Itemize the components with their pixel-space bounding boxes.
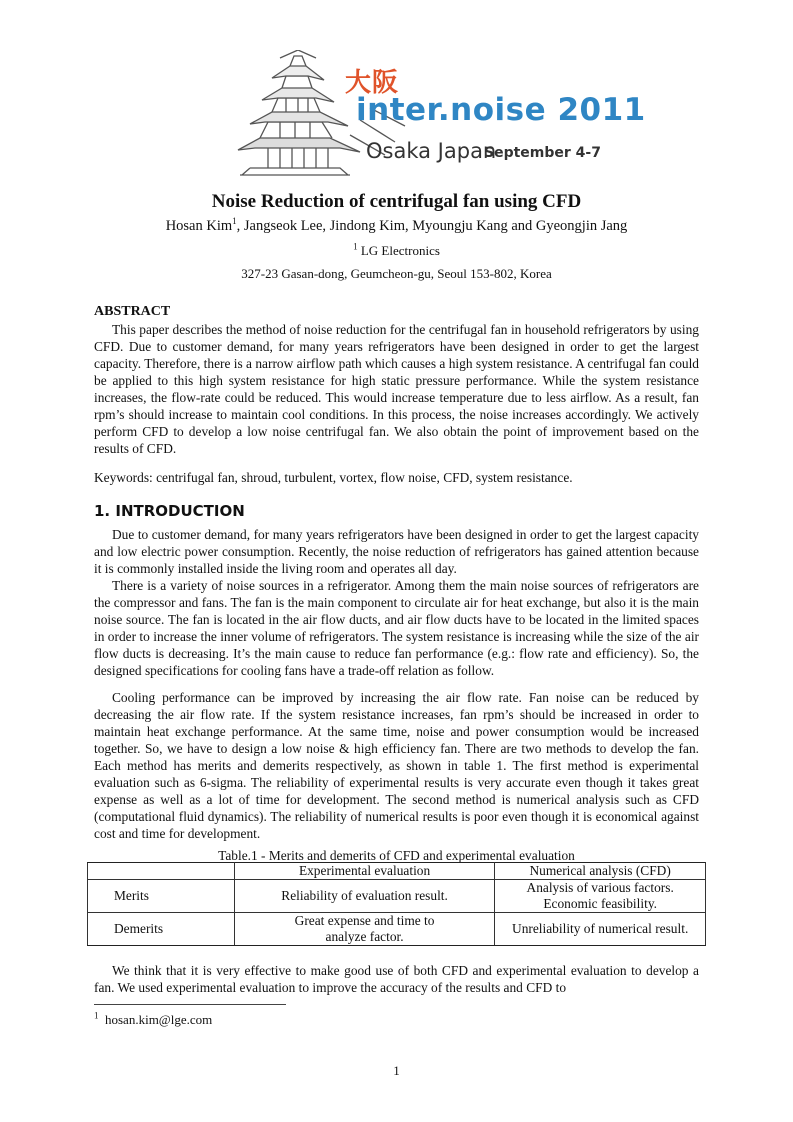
affiliation [0, 243, 793, 259]
row-label-merits: Merits [88, 880, 235, 913]
cell-line: Economic feasibility. [543, 896, 657, 911]
keywords: Keywords: centrifugal fan, shroud, turbulent, vortex, flow noise, CFD, system resistance. [94, 470, 573, 485]
intro-paragraph-2: There is a variety of noise sources in a refrigerator. Among them the main noise sources of refrigerators are the compressor and fans. The fan is the main component to circulate air for heat exchange, but also it is the main noise source. The fan is located in the air flow ducts, and air flow ducts have to be located in the limited spaces in order to increase the inner volume of refrigerators. The system resistance is increasing while the size of the air flow ducts is decreasing. It’s the main cause to reduce fan performance (e.g.: flow rate and efficiency). So, the designed specifications for cooling fans have a trade-off relation as follow. [94, 578, 699, 678]
author-list [0, 218, 793, 235]
table-header-row [88, 863, 706, 880]
merits-demerits-table [87, 862, 706, 946]
table-cell [495, 880, 706, 913]
table-header-cell: Numerical analysis (CFD) [495, 863, 706, 880]
abstract-body: This paper describes the method of noise reduction for the centrifugal fan in household refrigerators by using CFD. Due to customer demand, for many years refrigerators have been designed in order to get the largest capacity. Therefore, there is a narrow airflow path which causes a high system resistance. A centrifugal fan could be applied to this high system resistance for high static pressure performance. While the system resistance increases, the flow-rate could be reduced. This would increase temperature due to less airflow. As a result, fan rpm’s should increase to maintain cool conditions. In this process, the noise increases accordingly. We actively perform CFD to develop a low noise centrifugal fan. We also obtain the point of improvement based on the results of CFD. [94, 322, 699, 456]
cell-line: Analysis of various factors. [526, 880, 674, 895]
footnote-email: hosan.kim@lge.com [105, 1012, 213, 1027]
table-caption: Table.1 - Merits and demerits of CFD and experimental evaluation [218, 848, 575, 863]
table-cell: Reliability of evaluation result. [234, 880, 495, 913]
section-heading-introduction: 1. INTRODUCTION [94, 502, 245, 520]
intro-paragraph-3: Cooling performance can be improved by increasing the air flow rate. Fan noise can be reduced by decreasing the air flow rate. If the system resistance increases, fan rpm’s should be increased in order to maintain heat exchange performance. At the same time, noise and power consumption would be increased together. So, we have to design a low noise & high efficiency fan. There are two methods to develop the fan. Each method has merits and demerits respectively, as shown in table 1. The first method is experimental evaluation such as 6-sigma. The reliability of experimental results is very accurate even though it takes great expense as well as a lot of time for development. The second method is numerical analysis such as CFD (computational fluid dynamics). The reliability of numerical results is poor even though it is economical against cost and time for development. [94, 690, 699, 841]
co-authors: , Jangseok Lee, Jindong Kim, Myoungju Kang and Gyeongjin Jang [236, 218, 628, 234]
abstract-heading: ABSTRACT [94, 304, 171, 319]
table-cell [234, 913, 495, 946]
conference-name: inter.noise 2011 [356, 92, 646, 128]
row-label-demerits: Demerits [88, 913, 235, 946]
osaka-kanji-logo-text: 大阪 [345, 68, 400, 98]
intro-paragraph-1: Due to customer demand, for many years refrigerators have been designed in order to get the largest capacity and low electric power consumption. Recently, the noise reduction of refrigerators has gained attention because it is commonly installed inside the living room and operates all day. [94, 527, 699, 576]
affiliation-name: LG Electronics [357, 243, 440, 258]
table-header-cell: Experimental evaluation [234, 863, 495, 880]
cell-line: Great expense and time to [294, 913, 435, 928]
first-author: Hosan Kim [165, 218, 233, 234]
table-row [88, 880, 706, 913]
table-cell: Unreliability of numerical result. [495, 913, 706, 946]
table-header-cell [88, 863, 235, 880]
footnote [94, 1012, 212, 1028]
author-superscript: 1 [232, 216, 237, 227]
page-number: 1 [393, 1063, 400, 1078]
conference-location: Osaka Japan [366, 139, 497, 163]
conference-dates: September 4-7 [484, 145, 601, 161]
affiliation-superscript: 1 [353, 241, 358, 252]
table-row [88, 913, 706, 946]
paper-title: Noise Reduction of centrifugal fan using CFD [211, 191, 582, 212]
cell-line: analyze factor. [325, 929, 404, 944]
affiliation-address: 327-23 Gasan-dong, Geumcheon-gu, Seoul 153-802, Korea [241, 266, 552, 281]
footnote-divider [94, 1004, 286, 1005]
intro-paragraph-4: We think that it is very effective to make good use of both CFD and experimental evaluation to develop a fan. We used experimental evaluation to improve the accuracy of the results and CFD to [94, 963, 699, 995]
footnote-mark: 1 [94, 1010, 99, 1021]
